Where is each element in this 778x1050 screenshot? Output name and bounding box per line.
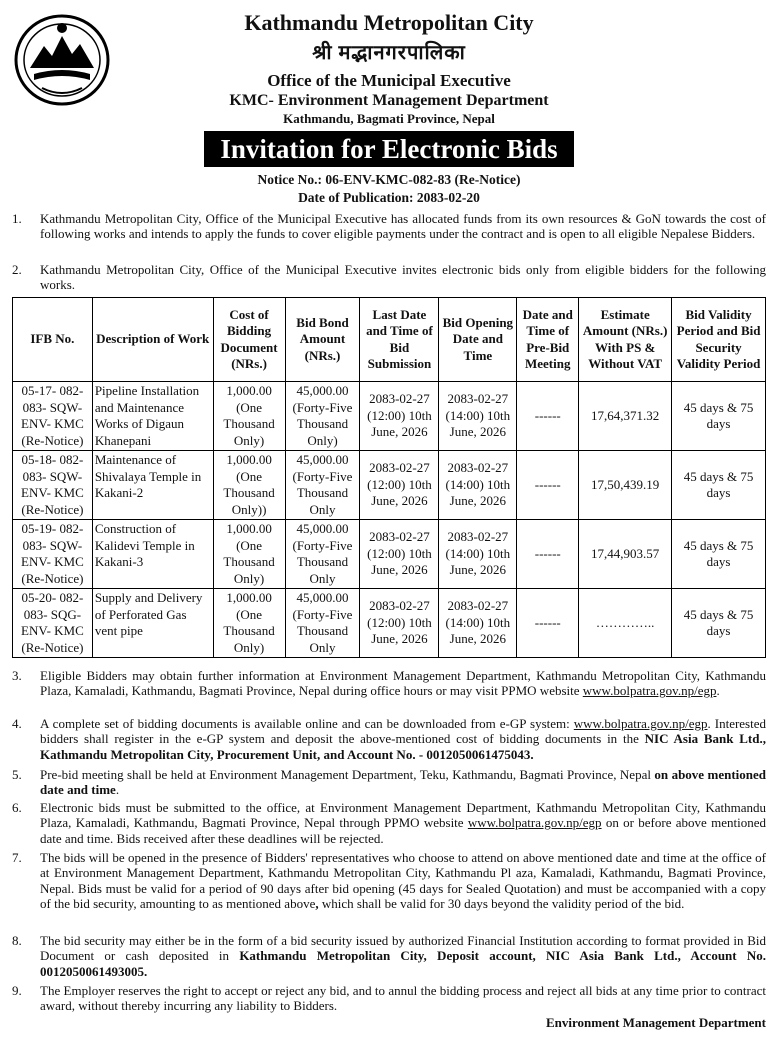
ppmo-link[interactable]: www.bolpatra.gov.np/egp [582,683,717,699]
prebid-cell: ------ [517,520,579,589]
description-cell: Supply and Delivery of Perforated Gas vent pipe [92,589,213,658]
submission-cell: 2083-02-27 (12:00) 10th June, 2026 [360,589,439,658]
clause-3: 3. Eligible Bidders may obtain further information at Environment Management Department, Kathmandu Metropolitan City, Kathmandu Plaza, Kamaladi, Kathmandu, Bagmati Province, Nepal during office hours or may visit PPMO website www.bolpatra.gov.np/egp. [12,668,766,699]
clause-9: 9. The Employer reserves the right to accept or reject any bid, and to annul the bidding process and reject all bids at any time prior to contract award, without thereby incurring any liability to Bidders. [12,983,766,1014]
table-row [13,451,766,520]
cost-cell: 1,000.00 (One Thousand Only) [213,382,285,451]
bond-cell: 45,000.00 (Forty-Five Thousand Only) [285,382,360,451]
estimate-cell: 17,44,903.57 [579,520,672,589]
city-title: Kathmandu Metropolitan City [244,10,534,35]
ifb-cell: 05-20- 082-083- SQG-ENV- KMC (Re-Notice) [13,589,93,658]
clause-4: 4. A complete set of bidding documents is available online and can be downloaded from e-GP system: www.bolpatra.gov.np/egp. Interested bidders shall register in the e-GP system and deposit the above-mentioned cost of bidding documents in the NIC Asia Bank Ltd., Kathmandu Metropolitan City, Procurement Unit, and Account No. - 0012050061475043. [12,716,766,762]
address: Kathmandu, Bagmati Province, Nepal [283,111,495,126]
estimate-cell: 17,64,371.32 [579,382,672,451]
description-cell: Maintenance of Shivalaya Temple in Kakani-2 [92,451,213,520]
bond-cell: 45,000.00 (Forty-Five Thousand Only [285,589,360,658]
col-description: Description of Work [92,298,213,382]
bids-table [12,297,766,658]
table-header-row [13,298,766,382]
clause-7: 7. The bids will be opened in the presence of Bidders' representatives who choose to attend on above mentioned date and time at the office of at Environment Management Department, Kathmandu Metropolitan City, Kathmandu Pl aza, Kamaladi, Kathmandu, Bagmati Province, Nepal. Bids must be valid for a period of 90 days after bid opening (45 days for Sealed Quotation) and must be accompanied with a copy of the bid security, amounting to as mentioned above, which shall be valid for 30 days beyond the validity period of the bid. [12,850,766,912]
notice-number: Notice No.: 06-ENV-KMC-082-83 (Re-Notice) [257,172,521,187]
publication-date: Date of Publication: 2083-02-20 [298,190,480,205]
col-estimate: Estimate Amount (NRs.) With PS & Without VAT [579,298,672,382]
opening-cell: 2083-02-27 (14:00) 10th June, 2026 [439,520,517,589]
cost-cell: 1,000.00 (One Thousand Only) [213,589,285,658]
nepali-title: श्री मद्भानगरपालिका [312,42,466,64]
submission-cell: 2083-02-27 (12:00) 10th June, 2026 [360,382,439,451]
signature: Environment Management Department [545,1015,766,1030]
validity-cell: 45 days & 75 days [672,589,766,658]
prebid-cell: ------ [517,589,579,658]
table-row [13,520,766,589]
clause-8: 8. The bid security may either be in the form of a bid security issued by authorized Financial Institution according to format provided in Bid Document or cash deposited in Kathmandu Metropolitan City, Deposit account, NIC Asia Bank Ltd., Account No. 0012050061493005. [12,933,766,979]
table-row [13,589,766,658]
col-ifb-no: IFB No. [13,298,93,382]
clause-1: 1. Kathmandu Metropolitan City, Office of the Municipal Executive has allocated funds from its own resources & GoN towards the cost of following works and intends to apply the funds to cover eligible payments under the contract and is open to all eligible Nepalese Bidders. [12,211,766,242]
prebid-cell: ------ [517,382,579,451]
procurement-account: NIC Asia Bank Ltd., Kathmandu Metropolitan City, Procurement Unit, and Account No. - 0012050061475043. [40,731,766,762]
opening-cell: 2083-02-27 (14:00) 10th June, 2026 [439,589,517,658]
ifb-cell: 05-17- 082-083- SQW-ENV- KMC (Re-Notice) [13,382,93,451]
col-opening: Bid Opening Date and Time [439,298,517,382]
col-validity: Bid Validity Period and Bid Security Validity Period [672,298,766,382]
cost-cell: 1,000.00 (One Thousand Only)) [213,451,285,520]
opening-cell: 2083-02-27 (14:00) 10th June, 2026 [439,382,517,451]
invitation-banner: Invitation for Electronic Bids [204,131,574,167]
description-cell: Pipeline Installation and Maintenance Works of Digaun Khanepani [92,382,213,451]
description-cell: Construction of Kalidevi Temple in Kakani-3 [92,520,213,589]
submission-link[interactable]: www.bolpatra.gov.np/egp [467,815,602,831]
clause-6: 6. Electronic bids must be submitted to the office, at Environment Management Department, Kathmandu Metropolitan City, Kathmandu Plaza, Kamaladi, Kathmandu, Bagmati Province, Nepal through PPMO website www.bolpatra.gov.np/egp on or before above mentioned date and time. Bids received after these deadlines will be rejected. [12,800,766,846]
validity-cell: 45 days & 75 days [672,382,766,451]
clause-2: 2. Kathmandu Metropolitan City, Office of the Municipal Executive invites electronic bids only from eligible bidders for the following works. [12,262,766,293]
deposit-account: Kathmandu Metropolitan City, Deposit account, NIC Asia Bank Ltd., Account No. 0012050061493005. [40,948,766,979]
ifb-cell: 05-19- 082-083- SQW-ENV- KMC (Re-Notice) [13,520,93,589]
validity-cell: 45 days & 75 days [672,520,766,589]
col-cost: Cost of Bidding Document (NRs.) [213,298,285,382]
bond-cell: 45,000.00 (Forty-Five Thousand Only [285,520,360,589]
estimate-cell: ………….. [579,589,672,658]
submission-cell: 2083-02-27 (12:00) 10th June, 2026 [360,520,439,589]
opening-cell: 2083-02-27 (14:00) 10th June, 2026 [439,451,517,520]
table-row [13,382,766,451]
kmc-emblem-logo [12,8,112,108]
office-title: Office of the Municipal Executive [267,71,511,90]
prebid-cell: ------ [517,451,579,520]
estimate-cell: 17,50,439.19 [579,451,672,520]
clause-5: 5. Pre-bid meeting shall be held at Environment Management Department, Teku, Kathmandu, Bagmati Province, Nepal on above mentioned date and time. [12,767,766,798]
validity-cell: 45 days & 75 days [672,451,766,520]
col-bid-bond: Bid Bond Amount (NRs.) [285,298,360,382]
cost-cell: 1,000.00 (One Thousand Only) [213,520,285,589]
egp-link[interactable]: www.bolpatra.gov.np/egp [573,716,708,731]
col-prebid: Date and Time of Pre-Bid Meeting [517,298,579,382]
bond-cell: 45,000.00 (Forty-Five Thousand Only [285,451,360,520]
ifb-cell: 05-18- 082-083- SQW-ENV- KMC (Re-Notice) [13,451,93,520]
department-title: KMC- Environment Management Department [229,92,549,109]
col-submission: Last Date and Time of Bid Submission [360,298,439,382]
submission-cell: 2083-02-27 (12:00) 10th June, 2026 [360,451,439,520]
